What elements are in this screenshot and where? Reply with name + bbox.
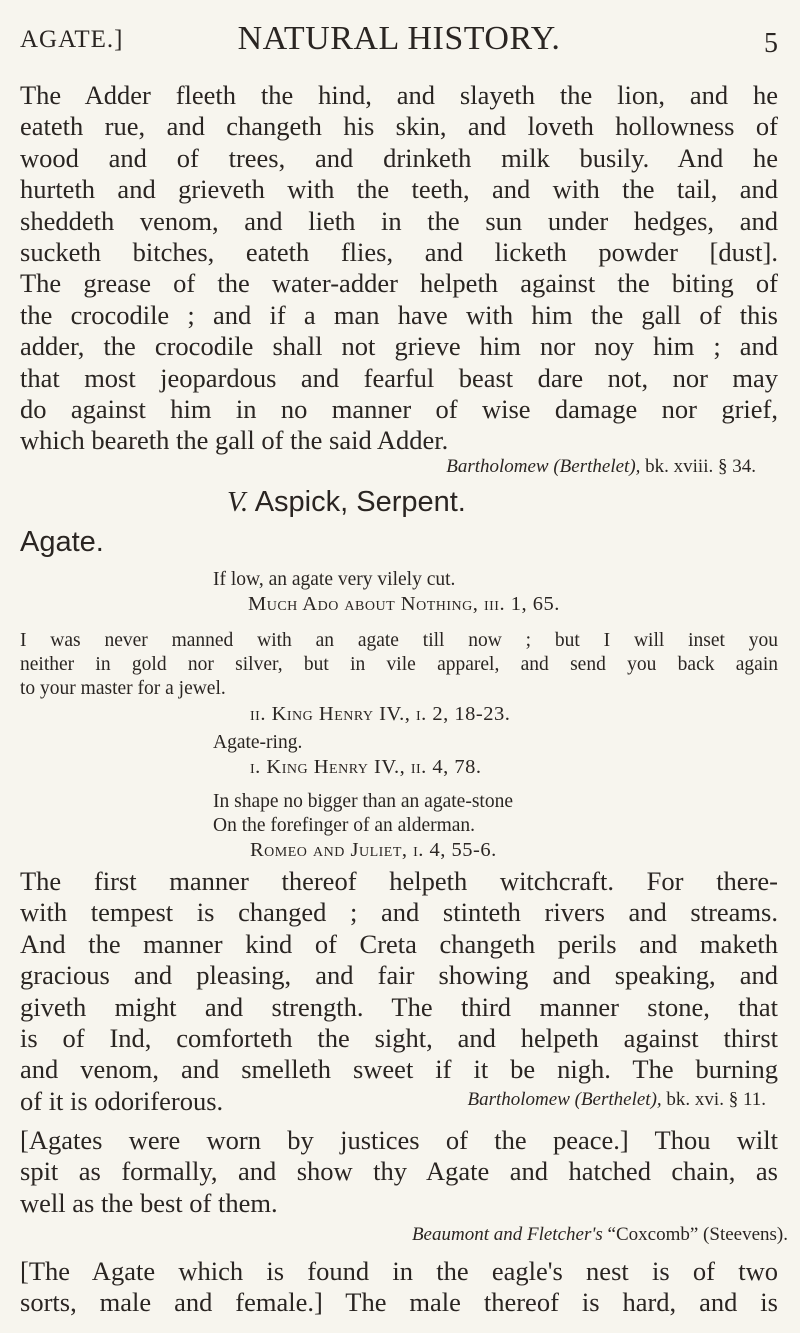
first-manner-paragraph [20, 866, 778, 1117]
quote-line: I was never manned with an agate till now ; but I will inset you [20, 630, 778, 651]
text-line: eateth rue, and changeth his skin, and loveth hollowness of [20, 111, 778, 142]
eagle-paragraph [20, 1256, 778, 1319]
text-line: and venom, and smelleth sweet if it be nigh. The burning [20, 1054, 778, 1085]
quote-henry-iv-2 [213, 731, 773, 779]
quote-source: Much Ado about Nothing, iii. 1, 65. [248, 593, 560, 615]
citation-author: Beaumont and Fletcher's [411, 1224, 603, 1245]
text-line: with tempest is changed ; and stinteth rivers and streams. [20, 897, 778, 928]
text-line: is of Ind, comforteth the sight, and helpeth against thirst [20, 1023, 778, 1054]
quote-source: ii. King Henry IV., i. 2, 18-23. [250, 703, 511, 725]
text-line: The grease of the water-adder helpeth against the biting of [20, 268, 778, 299]
justices-citation [20, 1224, 788, 1246]
text-line: wood and of trees, and drinketh milk busily. And he [20, 142, 778, 173]
citation-author: Bartholomew [446, 456, 549, 477]
text-line: giveth might and strength. The third manner stone, that [20, 991, 778, 1022]
running-header [20, 20, 778, 60]
text-line: The Adder fleeth the hind, and slayeth the lion, and he [20, 80, 778, 110]
text-line: which beareth the gall of the said Adder. [20, 425, 449, 456]
quote-source: i. King Henry IV., ii. 4, 78. [250, 756, 482, 778]
aspick-heading [227, 486, 727, 519]
section-label: AGATE.] [20, 26, 124, 53]
text-line: of it is odoriferous. [20, 1085, 224, 1116]
text-line: spit as formally, and show thy Agate and hatched chain, as [20, 1156, 778, 1187]
quote-line: On the forefinger of an alderman. [213, 815, 476, 836]
citation-ref: bk. xvi. § 11. [666, 1089, 766, 1110]
heading-prefix: V. [227, 486, 249, 518]
text-line: well as the best of them. [20, 1187, 278, 1218]
agate-heading: Agate. [20, 526, 104, 558]
text-line: gracious and pleasing, and fair showing and speaking, and [20, 960, 778, 991]
adder-paragraph [20, 80, 778, 457]
text-line: sheddeth venom, and lieth in the sun under hedges, and [20, 205, 778, 236]
citation-ref: bk. xviii. § 34. [645, 456, 756, 477]
text-line: the crocodile ; and if a man have with him the gall of this [20, 299, 778, 330]
first-manner-citation [20, 1089, 766, 1111]
justices-paragraph [20, 1125, 778, 1219]
quote-much-ado [213, 568, 773, 616]
page-number: 5 [764, 28, 778, 59]
text-line: [The Agate which is found in the eagle's nest is of two [20, 1256, 778, 1286]
text-line: And the manner kind of Creta changeth perils and maketh [20, 928, 778, 959]
text-line: do against him in no manner of wise damage nor grief, [20, 394, 778, 425]
text-line: The first manner thereof helpeth witchcraft. For there- [20, 866, 778, 896]
adder-citation [20, 456, 756, 478]
text-line: adder, the crocodile shall not grieve him nor noy him ; and [20, 331, 778, 362]
citation-edition: (Berthelet), [553, 456, 641, 477]
quote-line: If low, an agate very vilely cut. [213, 569, 456, 590]
quote-line: neither in gold nor silver, but in vile apparel, and send you back again [20, 654, 778, 675]
citation-ref: “Coxcomb” (Steevens). [607, 1224, 788, 1245]
text-line: sorts, male and female.] The male thereof is hard, and is [20, 1287, 778, 1318]
quote-source: Romeo and Juliet, i. 4, 55-6. [250, 839, 497, 861]
citation-edition: (Berthelet), [574, 1089, 662, 1110]
text-line: that most jeopardous and fearful beast dare not, nor may [20, 362, 778, 393]
text-line: hurteth and grieveth with the teeth, and with the tail, and [20, 174, 778, 205]
quote-line: to your master for a jewel. [20, 678, 226, 699]
quote-romeo-juliet [213, 790, 773, 862]
page-title: NATURAL HISTORY. [237, 20, 561, 57]
quote-line: Agate-ring. [213, 732, 303, 753]
citation-author: Bartholomew [467, 1089, 570, 1110]
text-line: [Agates were worn by justices of the peace.] Thou wilt [20, 1125, 778, 1155]
quote-henry-iv-1 [20, 629, 778, 701]
quote-line: In shape no bigger than an agate-stone [213, 791, 513, 812]
text-line: sucketh bitches, eateth flies, and licketh powder [dust]. [20, 237, 778, 268]
heading-text: Aspick, Serpent. [254, 486, 466, 518]
